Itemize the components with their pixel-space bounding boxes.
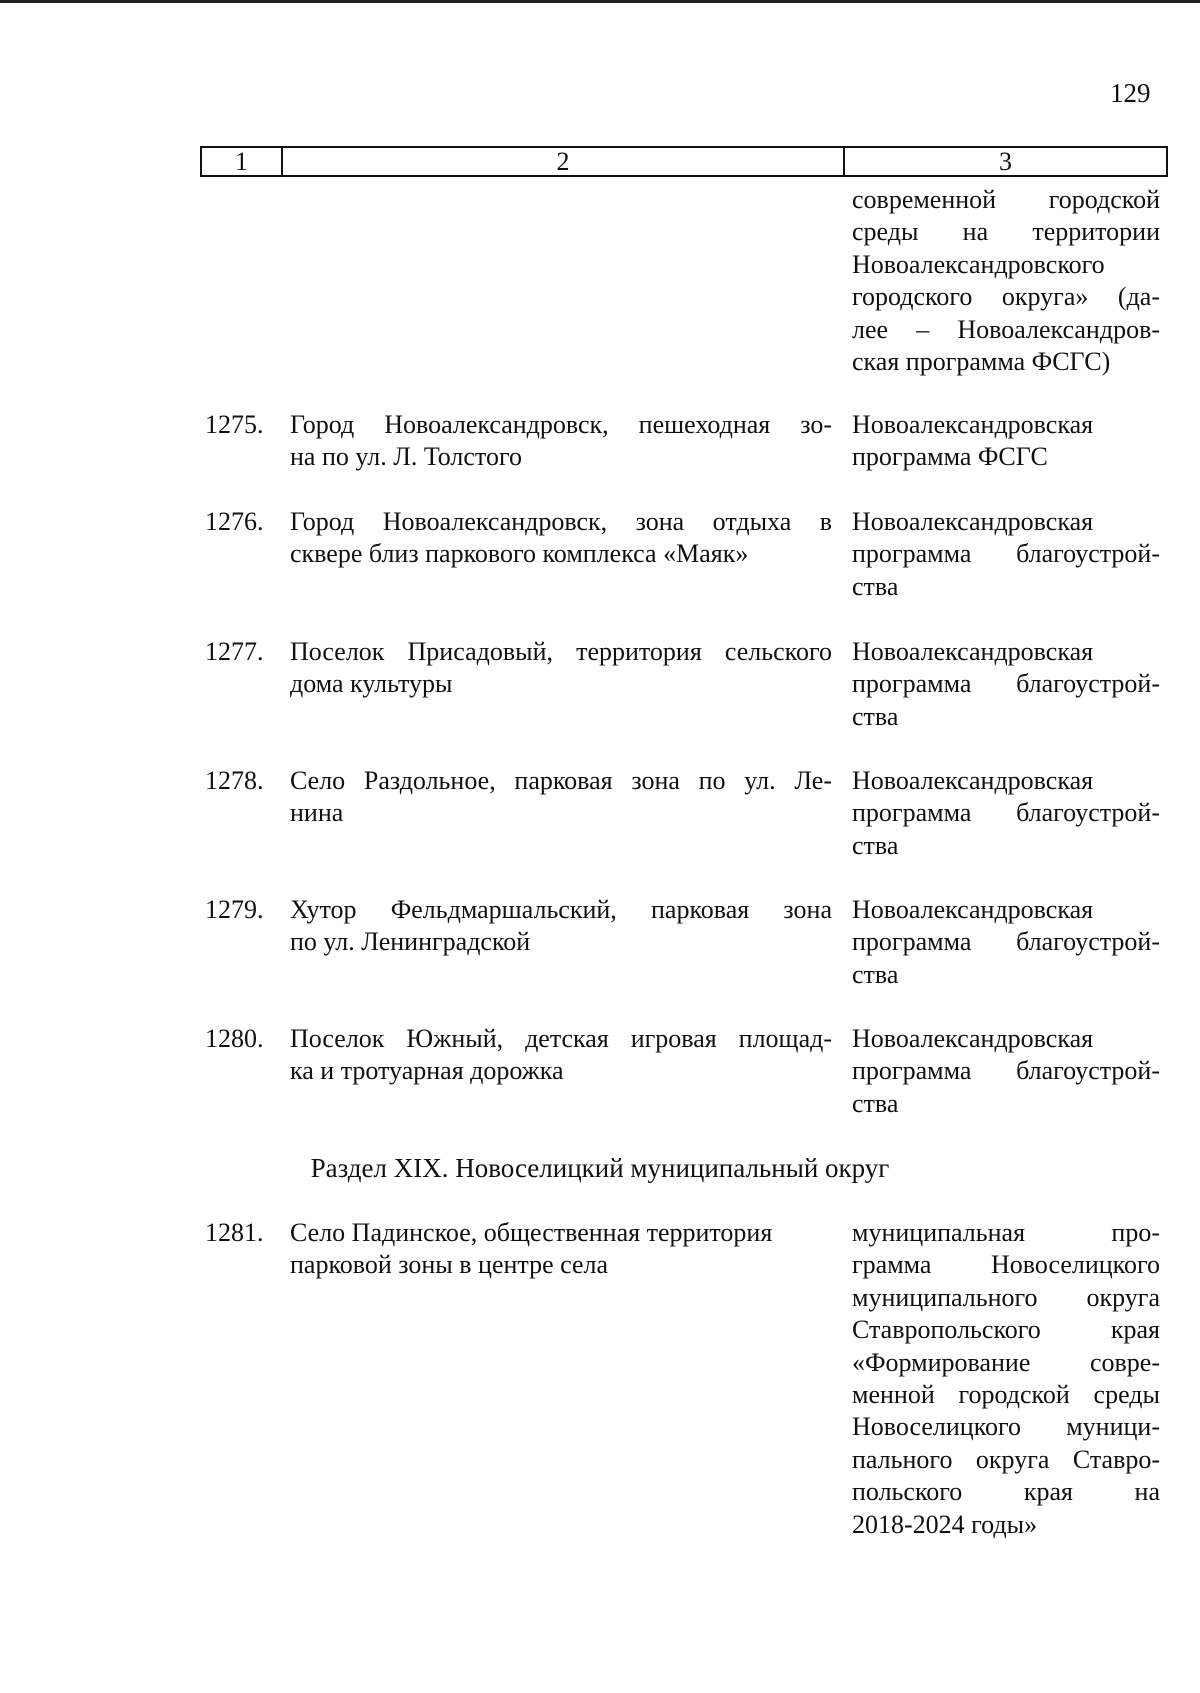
continuation-text bbox=[852, 184, 1160, 378]
text-line: Хутор Фельдмаршальский, парковая зона bbox=[290, 895, 832, 924]
text-line: 2018-2024 годы» bbox=[852, 1509, 1038, 1539]
text-line: «Формирование совре- bbox=[852, 1347, 1160, 1377]
row-place bbox=[290, 1023, 832, 1088]
text-line: Новоселицкого муници- bbox=[852, 1412, 1160, 1442]
row-program bbox=[852, 1217, 1160, 1541]
text-line: программа благоустрой- bbox=[852, 1056, 1160, 1086]
row-number: 1281. bbox=[205, 1218, 264, 1247]
row-program bbox=[852, 894, 1160, 991]
row-number: 1280. bbox=[205, 1024, 264, 1053]
column-header-1: 1 bbox=[202, 148, 283, 175]
text-line: парковой зоны в центре села bbox=[290, 1250, 609, 1280]
row-number: 1276. bbox=[205, 507, 264, 536]
row-program bbox=[852, 409, 1160, 474]
text-line: муниципального округа bbox=[852, 1282, 1160, 1312]
row-number: 1277. bbox=[205, 637, 264, 666]
row-program bbox=[852, 765, 1160, 862]
text-line: городского округа» (да- bbox=[852, 282, 1160, 312]
text-line: Поселок Южный, детская игровая площад- bbox=[290, 1024, 832, 1053]
top-rule bbox=[0, 0, 1200, 3]
text-line: Новоалександровская bbox=[852, 410, 1094, 439]
row-place bbox=[290, 636, 832, 701]
column-header-3: 3 bbox=[999, 147, 1012, 176]
text-line: ства bbox=[852, 571, 899, 601]
row-place bbox=[290, 409, 832, 474]
text-line: грамма Новоселицкого bbox=[852, 1250, 1160, 1280]
text-line: Ставропольского края bbox=[852, 1315, 1160, 1345]
text-line: Новоалександровская bbox=[852, 895, 1094, 924]
text-line: Город Новоалександровск, зона отдыха в bbox=[290, 507, 832, 536]
text-line: Новоалександровская bbox=[852, 507, 1094, 536]
text-line: пального округа Ставро- bbox=[852, 1444, 1160, 1474]
text-line: современной городской bbox=[852, 185, 1160, 214]
row-number: 1278. bbox=[205, 766, 264, 795]
text-line: программа благоустрой- bbox=[852, 798, 1160, 828]
row-program bbox=[852, 506, 1160, 603]
text-line: Новоалександровская bbox=[852, 1024, 1094, 1053]
text-line: программа благоустрой- bbox=[852, 669, 1160, 699]
text-line: Поселок Присадовый, территория сельского bbox=[290, 637, 832, 666]
page-number: 129 bbox=[1110, 78, 1151, 108]
text-line: программа ФСГС bbox=[852, 442, 1048, 472]
text-line: ка и тротуарная дорожка bbox=[290, 1056, 564, 1086]
text-line: программа благоустрой- bbox=[852, 927, 1160, 957]
text-line: сквере близ паркового комплекса «Маяк» bbox=[290, 539, 749, 569]
column-header-2: 2 bbox=[283, 148, 845, 175]
text-line: ства bbox=[852, 830, 899, 860]
text-line: программа благоустрой- bbox=[852, 539, 1160, 569]
text-line: лее – Новоалександров- bbox=[852, 314, 1160, 344]
text-line: муниципальная про- bbox=[852, 1218, 1160, 1247]
row-place bbox=[290, 894, 832, 959]
text-line: Село Раздольное, парковая зона по ул. Ле- bbox=[290, 766, 832, 795]
text-line: на по ул. Л. Толстого bbox=[290, 442, 522, 472]
text-line: Село Падинское, общественная территория bbox=[290, 1218, 773, 1247]
text-line: нина bbox=[290, 798, 344, 828]
section-title: Раздел XIX. Новоселицкий муниципальный округ bbox=[310, 1153, 890, 1183]
row-place bbox=[290, 506, 832, 571]
text-line: ства bbox=[852, 701, 899, 731]
text-line: дома культуры bbox=[290, 669, 453, 699]
text-line: польского края на bbox=[852, 1477, 1160, 1507]
row-number: 1275. bbox=[205, 410, 264, 439]
text-line: Новоалександровская bbox=[852, 637, 1094, 666]
text-line: ства bbox=[852, 959, 899, 989]
row-number: 1279. bbox=[205, 895, 264, 924]
text-line: ства bbox=[852, 1088, 899, 1118]
text-line: Новоалександровского bbox=[852, 249, 1105, 279]
row-place bbox=[290, 1217, 832, 1282]
text-line: ская программа ФСГС) bbox=[852, 347, 1111, 377]
row-program bbox=[852, 1023, 1160, 1120]
text-line: Город Новоалександровск, пешеходная зо- bbox=[290, 410, 832, 439]
text-line: по ул. Ленинградской bbox=[290, 927, 531, 957]
column-header-row bbox=[200, 146, 1168, 177]
row-place bbox=[290, 765, 832, 830]
text-line: среды на территории bbox=[852, 217, 1160, 247]
text-line: менной городской среды bbox=[852, 1380, 1160, 1410]
row-program bbox=[852, 636, 1160, 733]
text-line: Новоалександровская bbox=[852, 766, 1094, 795]
